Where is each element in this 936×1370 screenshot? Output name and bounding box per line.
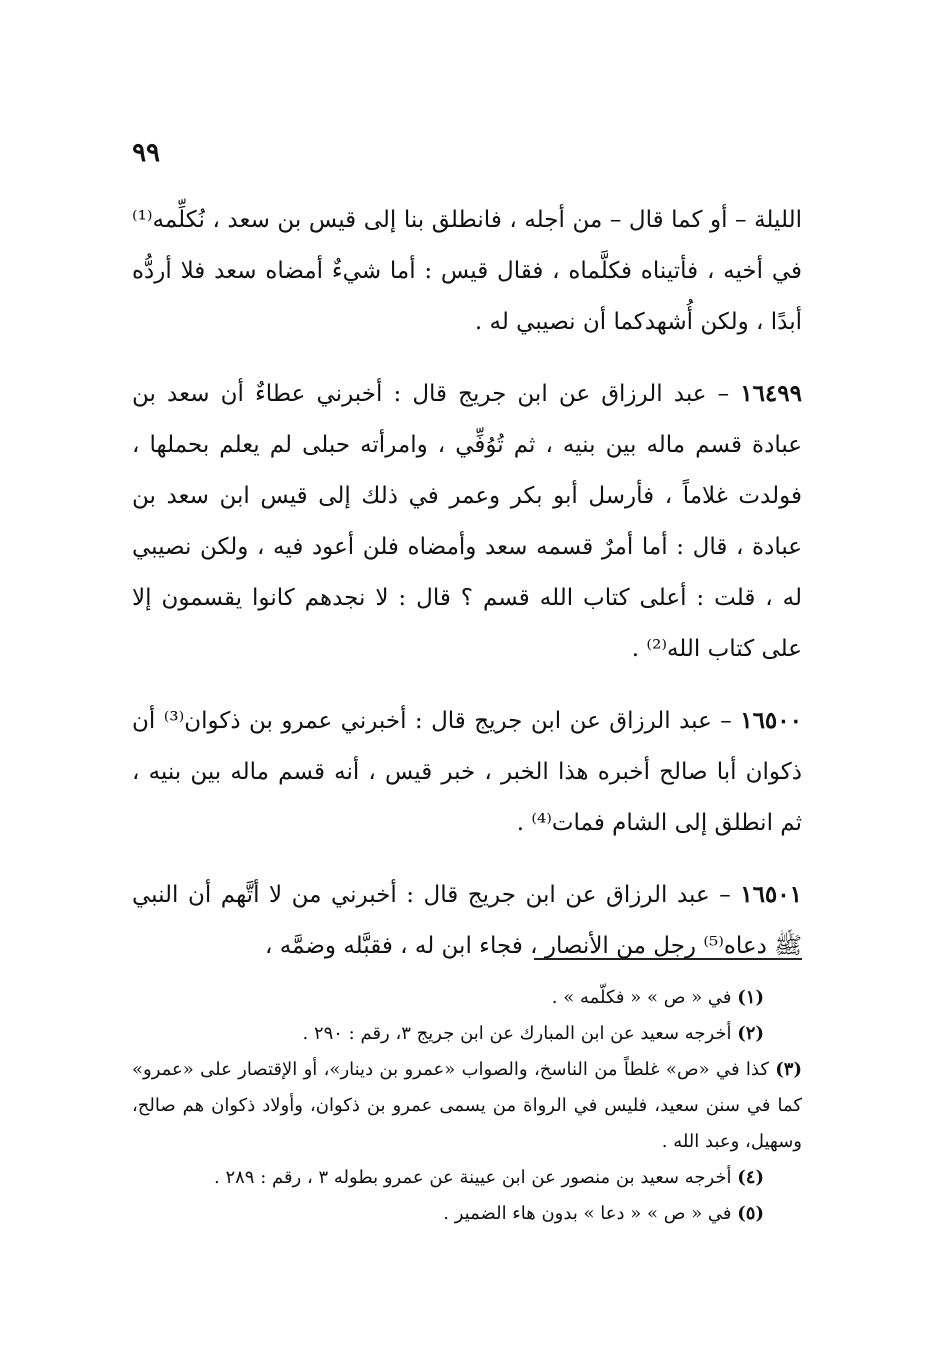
hadith-16501 — [132, 869, 802, 972]
footnote-text: أخرجه سعيد عن ابن المبارك عن ابن جريج ٣، رقم : ٢٩٠ . — [302, 1023, 738, 1044]
footnote-text: في « ص » « فكلّمه » . — [551, 987, 738, 1008]
footnote-number: (٢) — [737, 1023, 764, 1044]
footnote-number: (٣) — [775, 1059, 802, 1080]
footnotes — [132, 980, 802, 1232]
footnote-number: (٤) — [737, 1167, 764, 1188]
hadith-number: ١٦٥٠١ — [740, 881, 802, 908]
main-text — [132, 195, 802, 972]
footnote-text: أخرجه سعيد بن منصور عن ابن عيينة عن عمرو بطوله ٣ ، رقم : ٢٨٩ . — [214, 1167, 738, 1188]
footnote-3 — [132, 1052, 802, 1160]
hadith-16500 — [132, 695, 802, 849]
paragraph-text: – عبد الرزاق عن ابن جريج قال : أخبرني من لا أتَّهم أن النبي ﷺ دعاه⁽⁵⁾ رجل من الأنصار ، فجاء ابن له ، فقبَّله وضمَّه ، — [132, 882, 802, 959]
footnote-2 — [132, 1016, 802, 1052]
footnote-1 — [132, 980, 802, 1016]
footnote-divider — [534, 958, 802, 960]
hadith-16499 — [132, 368, 802, 675]
page-number: ٩٩ — [132, 138, 160, 168]
hadith-number: ١٦٥٠٠ — [740, 707, 802, 734]
footnote-5 — [132, 1196, 802, 1232]
footnote-number: (٥) — [737, 1203, 764, 1224]
paragraph-continuation — [132, 195, 802, 348]
footnote-text: في « ص » « دعا » بدون هاء الضمير . — [443, 1203, 738, 1224]
footnote-4 — [132, 1160, 802, 1196]
paragraph-text: – عبد الرزاق عن ابن جريج قال : أخبرني عمرو بن ذكوان⁽³⁾ أن ذكوان أبا صالح أخبره هذا الخبر ، خبر قيس ، أنه قسم ماله بين بنيه ، ثم انطلق إلى الشام فمات⁽⁴⁾ . — [132, 708, 802, 836]
footnote-text: كذا في «ص» غلطاً من الناسخ، والصواب «عمرو بن دينار»، أو الإقتصار على «عمرو» كما في سنن سعيد، فليس في الرواة من يسمى عمرو بن ذكوان، وأولاد ذكوان هم صالح، وسهيل، وعبد الله . — [132, 1059, 802, 1152]
footnote-number: (١) — [737, 987, 764, 1008]
paragraph-text: الليلة – أو كما قال – من أجله ، فانطلق بنا إلى قيس بن سعد ، نُكلِّمه⁽¹⁾ في أخيه ، فأتيناه فكلَّماه ، فقال قيس : أما شيءٌ أمضاه سعد فلا أردُّه أبدًا ، ولكن أُشهدكما أن نصيبي له . — [132, 207, 802, 335]
paragraph-text: – عبد الرزاق عن ابن جريج قال : أخبرني عطاءٌ أن سعد بن عبادة قسم ماله بين بنيه ، ثم تُوُفِّي ، وامرأته حبلى لم يعلم بحملها ، فولدت غلاماً ، فأرسل أبو بكر وعمر في ذلك إلى قيس ابن سعد بن عبادة ، قال : أما أمرٌ قسمه سعد وأمضاه فلن أعود فيه ، ولكن نصيبي له ، قلت : أعلى كتاب الله قسم ؟ قال : لا نجدهم كانوا يقسمون إلا على كتاب الله⁽²⁾ . — [132, 381, 802, 662]
hadith-number: ١٦٤٩٩ — [740, 380, 802, 407]
